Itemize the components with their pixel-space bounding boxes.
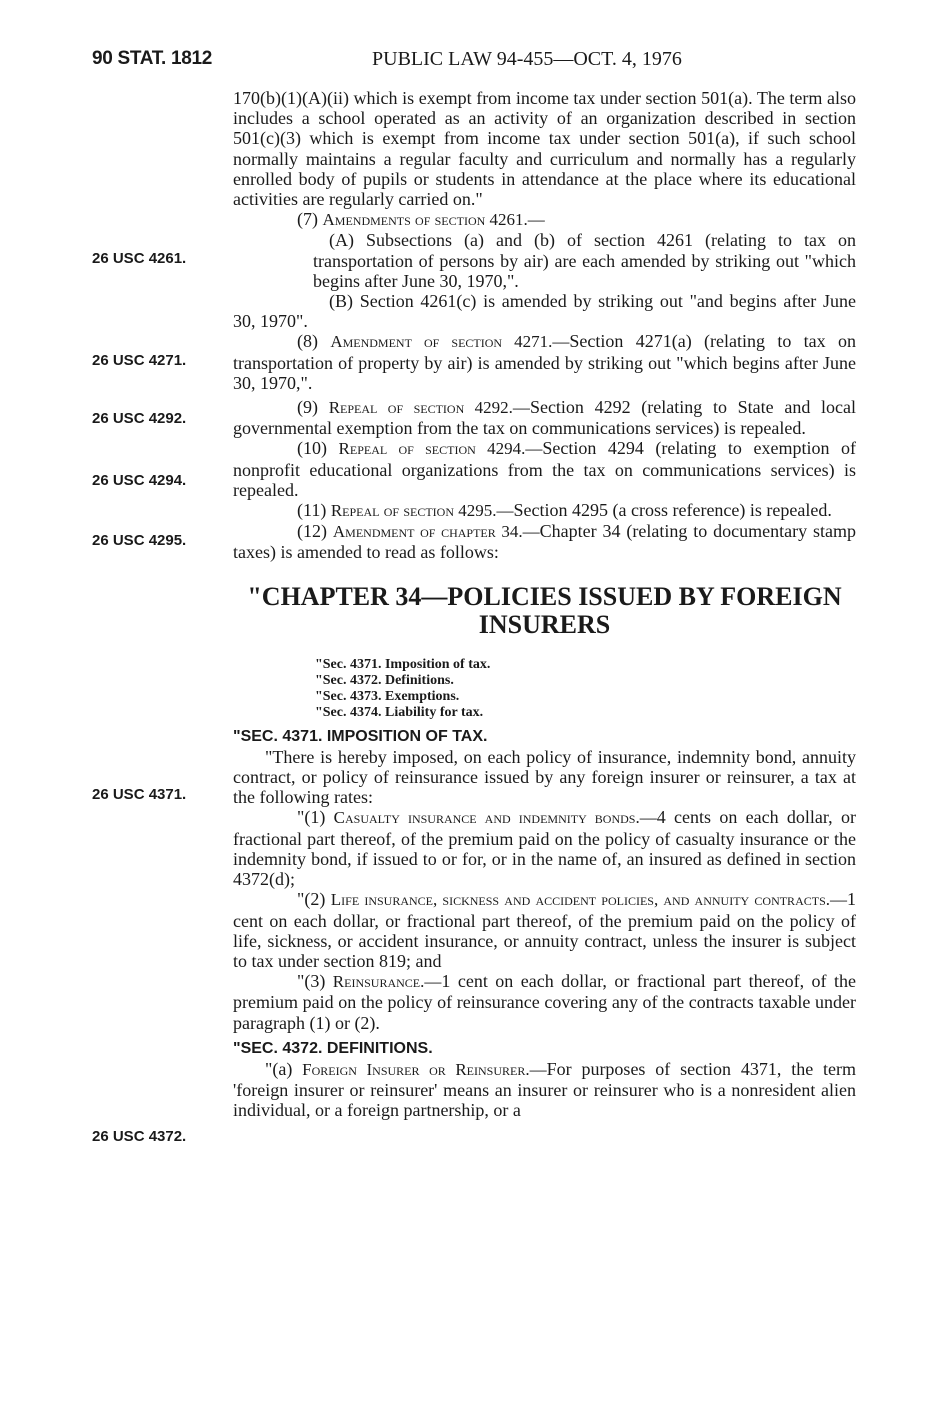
section-4371-intro: "There is hereby imposed, on each policy of insurance, indemnity bond, annuity contract, or policy of reinsurance issued by any foreign insurer or reinsurer, a tax at the following rates: (233, 746, 856, 808)
section-4372a: "(a) Foreign Insurer or Reinsurer.—For purposes of section 4371, the term 'foreign insurer or reinsurer' means an insurer or reinsurer who is a nonresident alien individual, or a foreign partnership, or a (233, 1058, 857, 1121)
chapter-title: "CHAPTER 34—POLICIES ISSUED BY FOREIGN INSURERS (247, 581, 842, 639)
paragraph-7b: (B) Section 4261(c) is amended by striking out "and begins after June 30, 1970". (233, 291, 856, 332)
page-header (92, 48, 862, 72)
margin-note-4372: 26 USC 4372. (92, 1128, 187, 1145)
paragraph-12: (12) Amendment of chapter 34.—Chapter 34 (relating to documentary stamp taxes) is amended to read as follows: (233, 521, 856, 563)
paragraph-7a: (A) Subsections (a) and (b) of section 4261 (relating to tax on transportation of persons by air) are each amended by striking out "which begins after June 30, 1970,". (313, 230, 856, 291)
paragraph-7-heading: Amendments of section 4261.— (322, 210, 545, 230)
section-4371-heading: "SEC. 4371. IMPOSITION OF TAX. (233, 727, 488, 745)
continuation-paragraph: 170(b)(1)(A)(ii) which is exempt from income tax under section 501(a). The term also includes a school operated as an activity of an organization described in section 501(c)(3) which is exempt from income tax under section 501(a), if such school normally maintains a regular faculty and curriculum and normally has a regularly enrolled body of pupils or students in attendance at the place where its educational activities are regularly carried on." (233, 88, 856, 210)
toc-item: "Sec. 4373. Exemptions. (315, 688, 460, 704)
margin-note-4261: 26 USC 4261. (92, 250, 187, 267)
table-of-sections (315, 657, 856, 721)
paragraph-8: (8) Amendment of section 4271.—Section 4271(a) (relating to tax on transportation of property by air) is amended by striking out "which begins after June 30, 1970,". (233, 331, 856, 393)
margin-note-4371: 26 USC 4371. (92, 786, 187, 803)
margin-note-4295: 26 USC 4295. (92, 532, 187, 549)
paragraph-9: (9) Repeal of section 4292.—Section 4292 (relating to State and local governmental exemption from the tax on communications services) is repealed. (233, 397, 856, 439)
paragraph-11: (11) Repeal of section 4295.—Section 4295 (a cross reference) is repealed. (297, 500, 832, 521)
toc-item: "Sec. 4374. Liability for tax. (315, 704, 484, 720)
margin-note-4271: 26 USC 4271. (92, 352, 187, 369)
paragraph-7: (7) Amendments of section 4261.— (297, 209, 545, 230)
rate-3: "(3) Reinsurance.—1 cent on each dollar, or fractional part thereof, of the premium paid on the policy of reinsurance covering any of the contracts taxable under paragraph (1) or (2). (233, 971, 856, 1033)
body-text (233, 88, 856, 1121)
stat-citation: 90 STAT. 1812 (92, 48, 213, 69)
rate-2: "(2) Life insurance, sickness and accident policies, and annuity contracts.—1 cent on each dollar, or fractional part thereof, of the premium paid on the policy of life, sickness, or accident insurance, or annuity contract, unless the insurer is subject to tax under section 819; and (233, 889, 856, 971)
toc-item: "Sec. 4372. Definitions. (315, 672, 454, 688)
rate-1: "(1) Casualty insurance and indemnity bonds.—4 cents on each dollar, or fractional part thereof, of the premium paid on the policy of casualty insurance or the indemnity bond, if issued to or for, or in the name of, an insured as defined in section 4372(d); (233, 807, 856, 890)
running-title: PUBLIC LAW 94-455—OCT. 4, 1976 (372, 48, 682, 70)
margin-note-4294: 26 USC 4294. (92, 472, 187, 489)
section-4372-heading: "SEC. 4372. DEFINITIONS. (233, 1039, 433, 1057)
margin-note-4292: 26 USC 4292. (92, 410, 187, 427)
toc-item: "Sec. 4371. Imposition of tax. (315, 656, 491, 672)
paragraph-10: (10) Repeal of section 4294.—Section 4294 (relating to exemption of nonprofit educational organizations from the tax on communications services) is repealed. (233, 438, 856, 500)
